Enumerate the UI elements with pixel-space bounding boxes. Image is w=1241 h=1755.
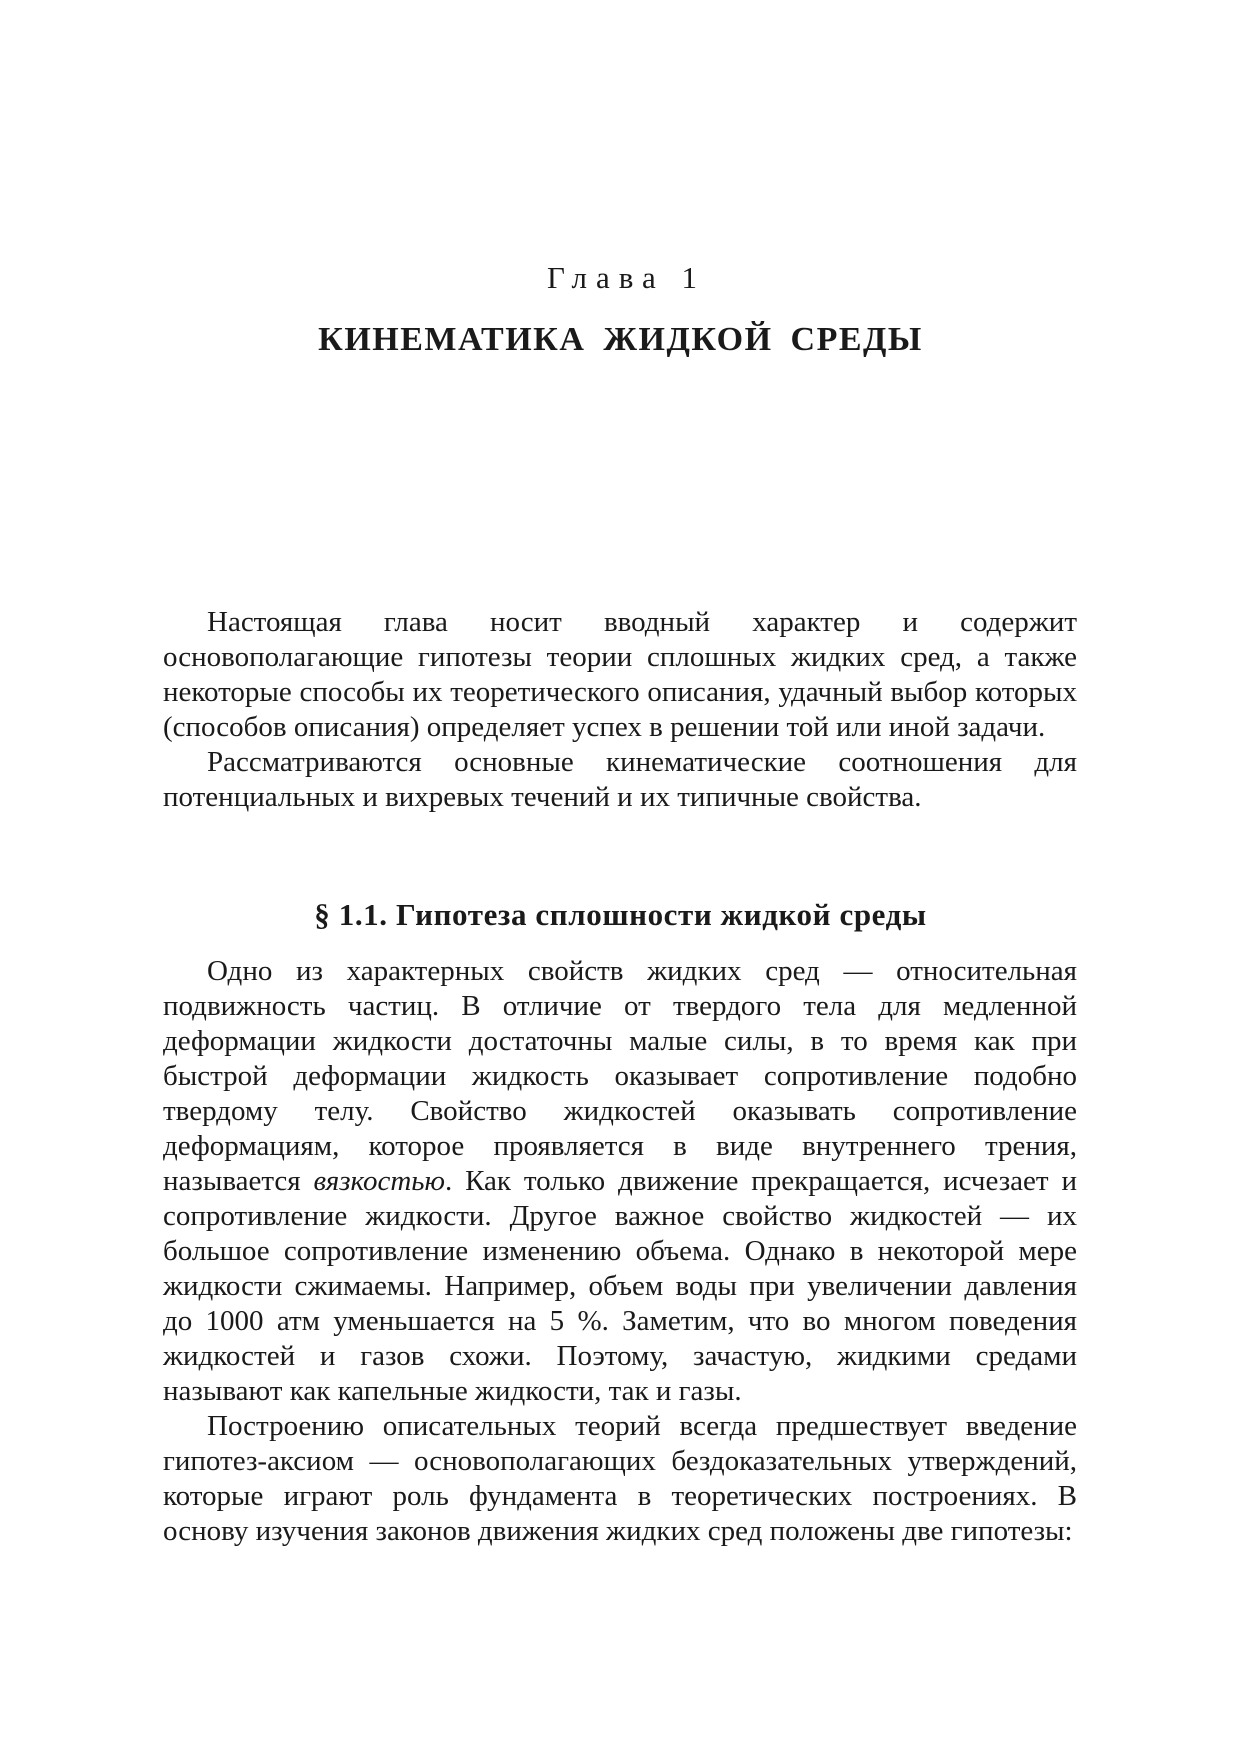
emphasized-term: вязкостью xyxy=(313,1165,445,1197)
section-paragraph-2: Построению описательных теорий всегда предшествует введение гипотез-аксиом — основополагающих бездоказательных утверждений, которые играют роль фундамента в теоретических построениях. В основу изучения законов движения жидких сред положены две гипотезы: xyxy=(163,1410,1077,1547)
paragraph-text: Одно из характерных свойств жидких сред — относительная подвижность частиц. В отличие от твердого тела для медленной деформации жидкости достаточны малые силы, в то время как при быстрой деформации жидкость оказывает сопротивление подобно твердому телу. Свойство жидкостей оказывать сопротивление деформациям, которое проявляется в виде внутреннего трения, называется xyxy=(163,955,1077,1197)
paragraph-text: . Как только движение прекращается, исчезает и сопротивление жидкости. Другое важное свойство жидкостей — их большое сопротивление изменению объема. Однако в некоторой мере жидкости сжимаемы. Например, объем воды при увеличении давления до 1000 атм уменьшается на 5 %. Заметим, что во многом поведения жидкостей и газов схожи. Поэтому, зачастую, жидкими средами называют как капельные жидкости, так и газы. xyxy=(163,1165,1077,1407)
chapter-label: Глава 1 xyxy=(546,260,707,295)
intro-paragraph-2: Рассматриваются основные кинематические соотношения для потенциальных и вихревых течений и их типичные свойства. xyxy=(163,746,1077,813)
chapter-title: КИНЕМАТИКА ЖИДКОЙ СРЕДЫ xyxy=(318,321,923,358)
intro-paragraph-1: Настоящая глава носит вводный характер и содержит основополагающие гипотезы теории сплошных жидких сред, а также некоторые способы их теоретического описания, удачный выбор которых (способов описания) определяет успех в решении той или иной задачи. xyxy=(163,606,1077,743)
chapter-intro xyxy=(163,605,1077,815)
section-body xyxy=(163,954,1077,1549)
section-heading: § 1.1. Гипотеза сплошности жидкой среды xyxy=(314,897,927,932)
section-paragraph-1 xyxy=(163,954,1077,1409)
